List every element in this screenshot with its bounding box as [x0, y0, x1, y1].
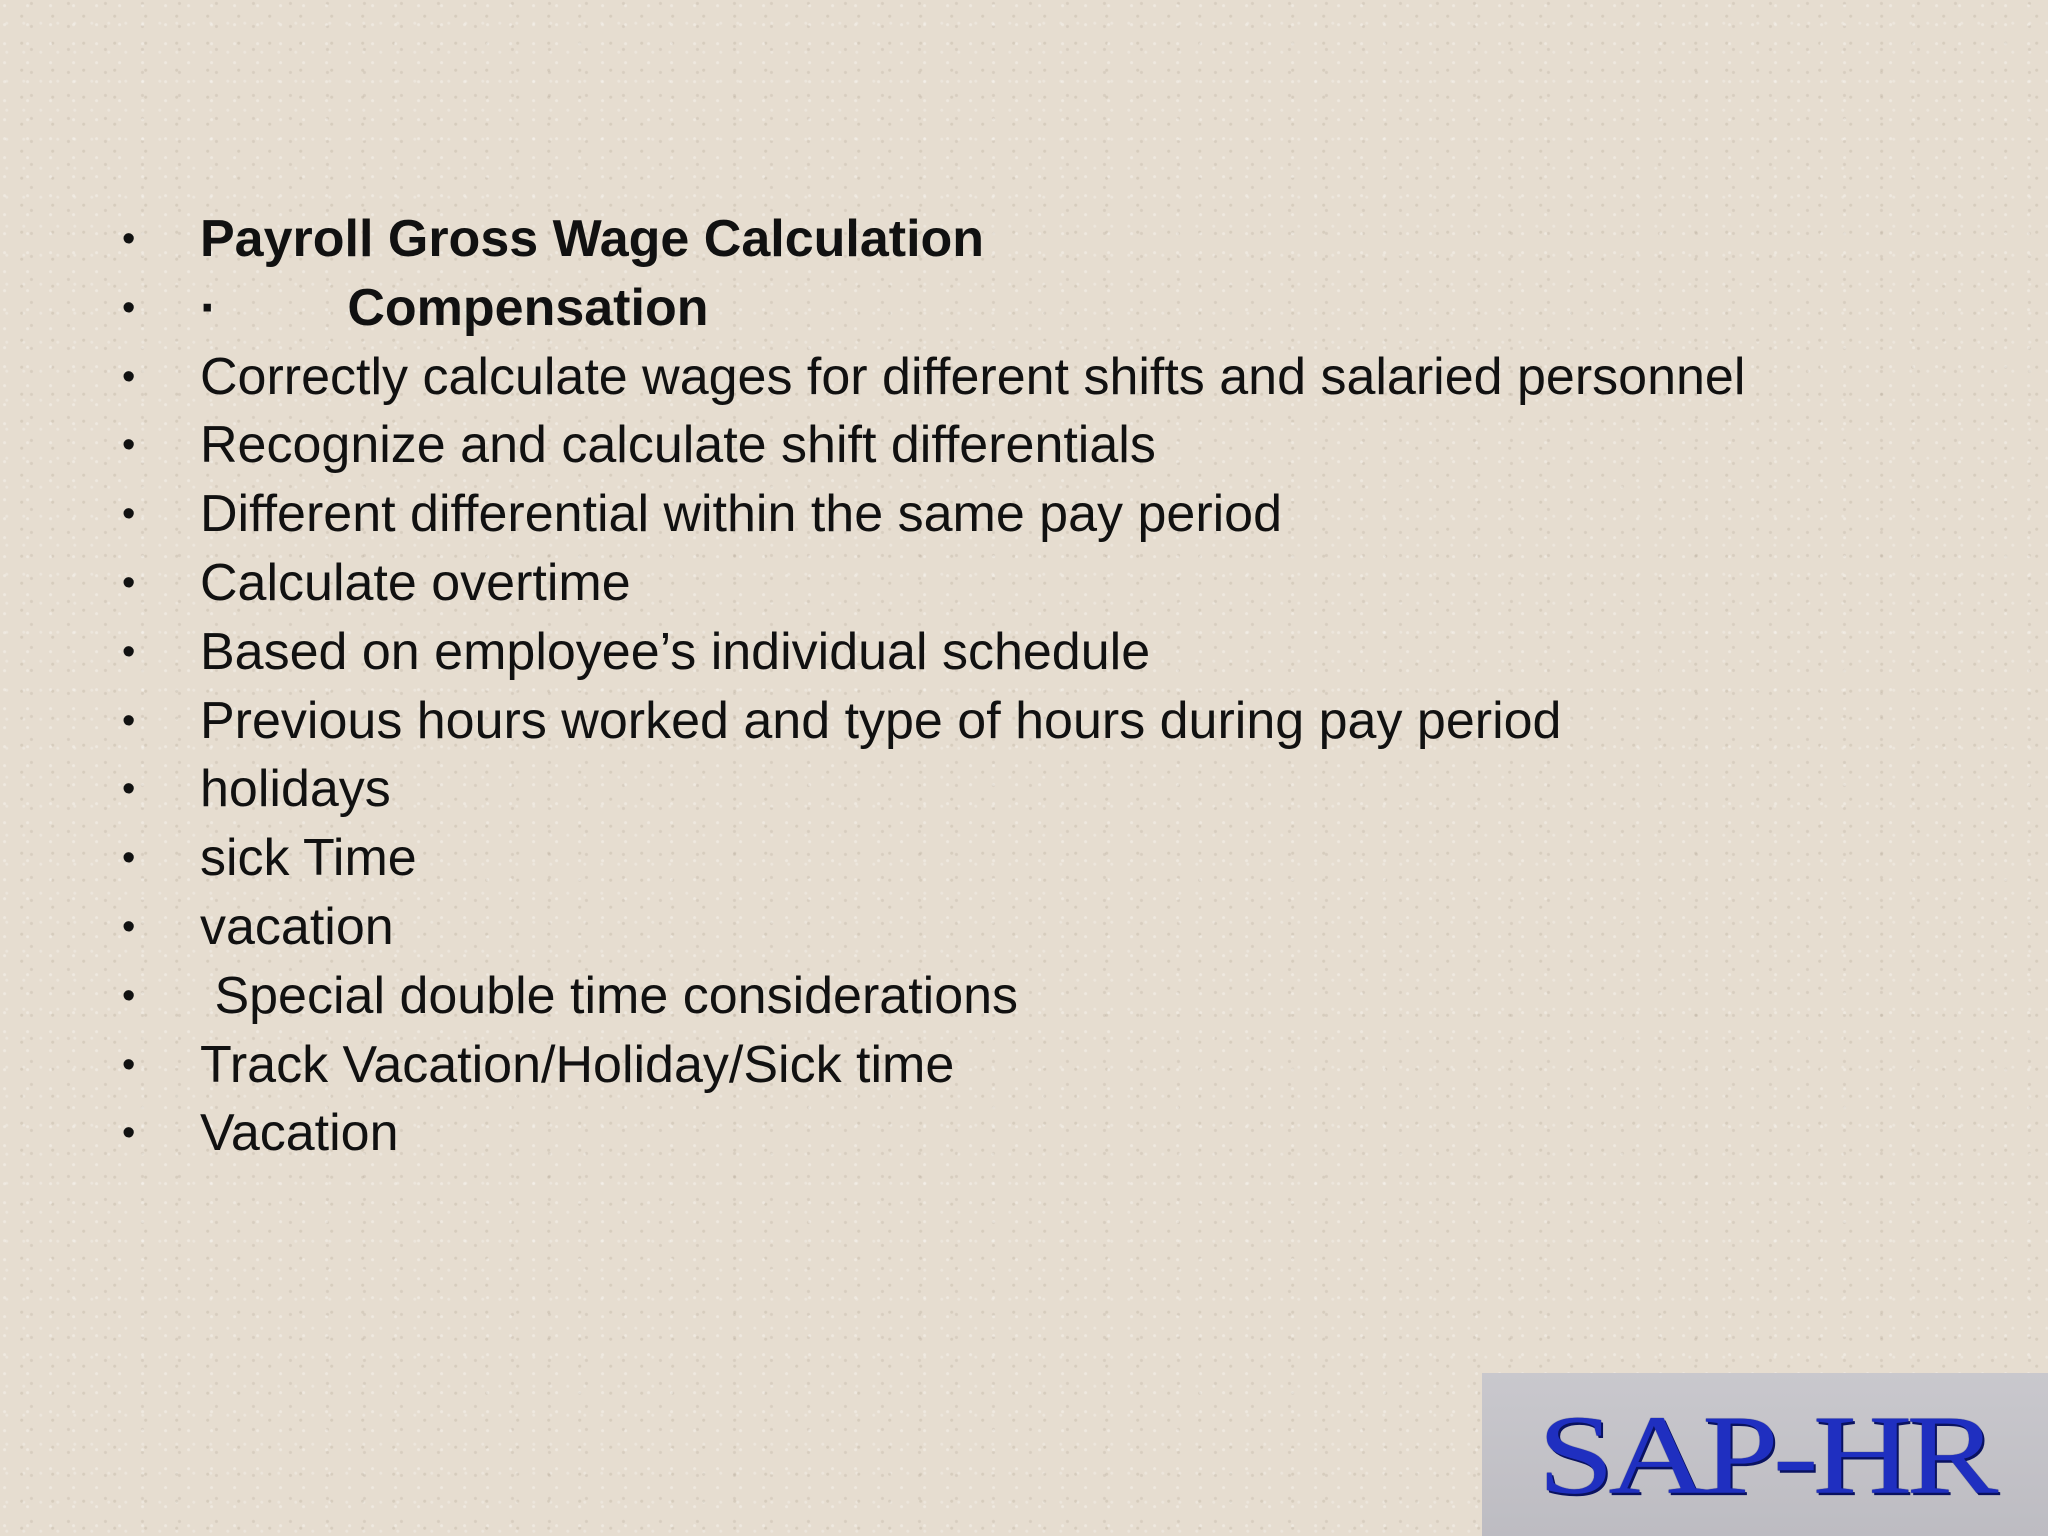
bullet-text: Track Vacation/Holiday/Sick time: [200, 1035, 955, 1094]
bullet-text: Payroll Gross Wage Calculation: [200, 210, 985, 268]
bullet-glyph: •: [122, 837, 136, 880]
bullet-item: [118, 1099, 1998, 1168]
bullet-glyph: •: [122, 1043, 136, 1086]
bullet-text: Special double time considerations: [200, 966, 1019, 1025]
bullet-item: [118, 824, 1998, 893]
bullet-item: [118, 274, 1998, 343]
bullet-text: Different differential within the same pay period: [200, 485, 1283, 544]
bullet-text: Recognize and calculate shift differentials: [200, 416, 1156, 475]
bullet-item: [118, 1031, 1998, 1100]
sap-hr-logo: [1482, 1373, 2048, 1536]
bullet-text: Based on employee’s individual schedule: [200, 622, 1151, 681]
bullet-text: Vacation: [200, 1104, 399, 1163]
bullet-item: [118, 755, 1998, 824]
bullet-glyph: •: [122, 355, 136, 398]
bullet-item: [118, 343, 1998, 412]
bullet-text: Correctly calculate wages for different shifts and salaried personnel: [200, 347, 1746, 406]
bullet-glyph: •: [122, 218, 136, 260]
bullet-item: [118, 893, 1998, 962]
bullet-glyph: •: [122, 630, 136, 673]
bullet-text: Calculate overtime: [200, 553, 631, 612]
bullet-text: holidays: [200, 760, 391, 819]
bullet-item: [118, 618, 1998, 687]
bullet-glyph: •: [122, 286, 136, 329]
bullet-glyph: •: [122, 424, 136, 467]
bullet-item: [118, 962, 1998, 1031]
bullet-glyph: •: [122, 768, 136, 811]
bullet-item: [118, 480, 1998, 549]
bullet-glyph: •: [122, 974, 136, 1017]
bullet-item: [118, 205, 1998, 274]
bullet-text: · Compensation: [200, 278, 709, 337]
bullet-item: [118, 687, 1998, 756]
bullet-list: [118, 205, 1998, 1168]
bullet-glyph: •: [122, 561, 136, 604]
bullet-glyph: •: [122, 905, 136, 948]
logo-text: SAP-HR: [1537, 1391, 1993, 1517]
bullet-glyph: •: [122, 699, 136, 742]
bullet-glyph: •: [122, 1112, 136, 1155]
bullet-text: Previous hours worked and type of hours during pay period: [200, 691, 1562, 750]
bullet-item: [118, 411, 1998, 480]
bullet-text: vacation: [200, 897, 394, 956]
bullet-glyph: •: [122, 493, 136, 536]
bullet-item: [118, 549, 1998, 618]
bullet-text: sick Time: [200, 829, 417, 888]
